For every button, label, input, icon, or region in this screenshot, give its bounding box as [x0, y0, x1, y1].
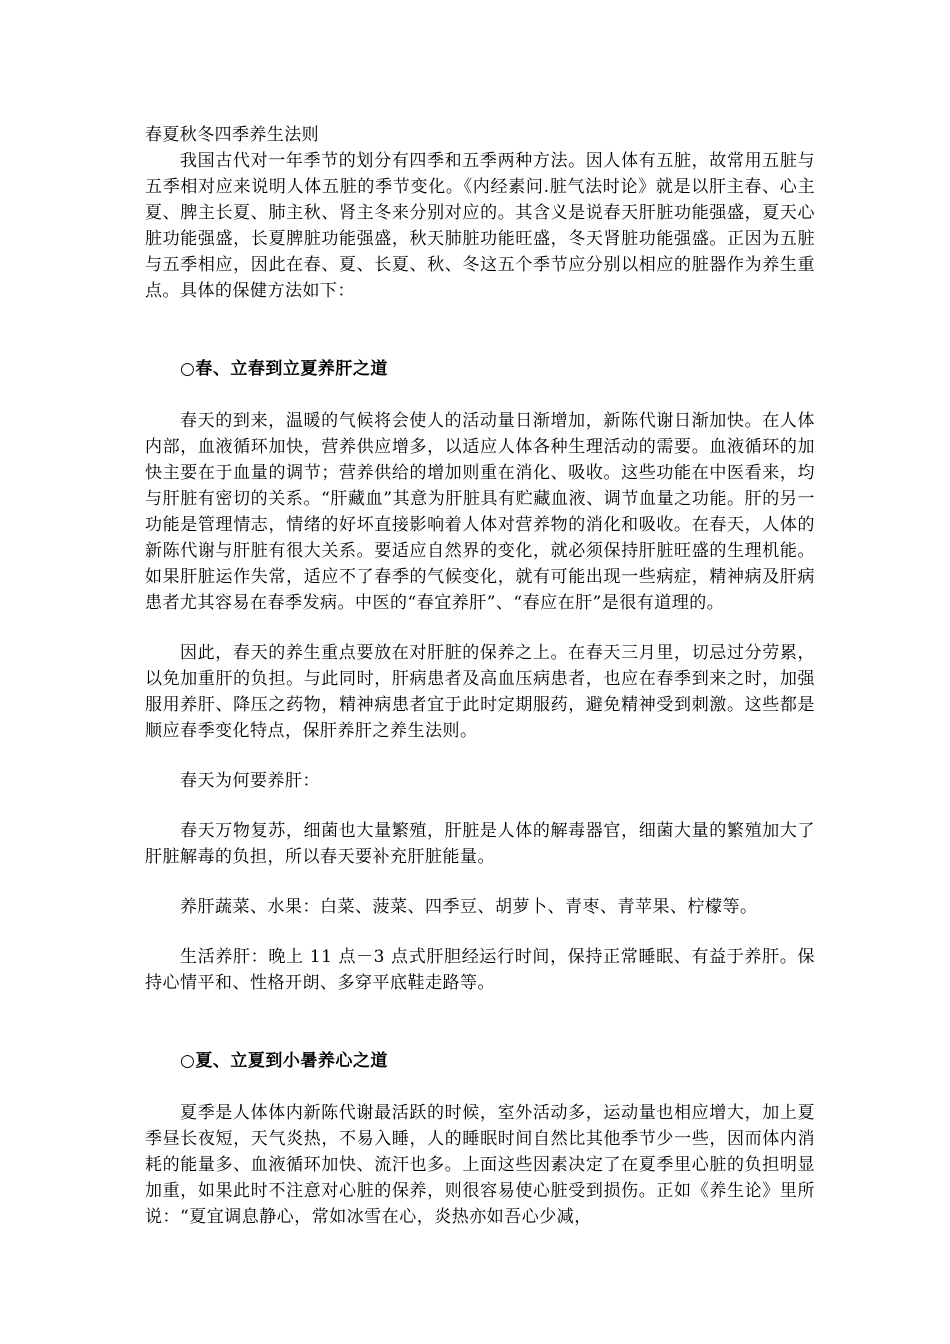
- spacer: [145, 996, 815, 1048]
- spacer: [145, 920, 815, 944]
- summer-paragraph-1: 夏季是人体体内新陈代谢最活跃的时候，室外活动多，运动量也相应增大，加上夏季昼长夜短，天气炎热，不易入睡，人的睡眠时间自然比其他季节少一些，因而体内消耗的能量多、血液循环加快、流汗也多。上面这些因素决定了在夏季里心脏的负担明显加重，如果此时不注意对心脏的保养，则很容易使心脏受到损伤。正如《养生论》里所说：“夏宜调息静心，常如冰雪在心，炎热亦如吾心少减，: [145, 1103, 815, 1227]
- spring-paragraph-4: 春天万物复苏，细菌也大量繁殖，肝脏是人体的解毒器官，细菌大量的繁殖加大了肝脏解毒的负担，所以春天要补充肝脏能量。: [145, 821, 815, 867]
- spacer: [145, 382, 815, 408]
- spacer: [145, 794, 815, 818]
- spacer: [145, 870, 815, 894]
- spring-paragraph-2: 因此，春天的养生重点要放在对肝脏的保养之上。在春天三月里，切忌过分劳累，以免加重肝的负担。与此同时，肝病患者及高血压病患者，也应在春季到来之时，加强服用养肝、降压之药物，精神病患者宜于此时定期服药，避免精神受到刺激。这些都是顺应春季变化特点，保肝养肝之养生法则。: [145, 643, 815, 741]
- spring-paragraph-1: 春天的到来，温暖的气候将会使人的活动量日渐增加，新陈代谢日渐加快。在人体内部，血液循环加快，营养供应增多，以适应人体各种生理活动的需要。血液循环的加快主要在于血量的调节；营养供给的增加则重在消化、吸收。这些功能在中医看来，均与肝脏有密切的关系。“肝藏血”其意为肝脏具有贮藏血液、调节血量之功能。肝的另一功能是管理情志，情绪的好坏直接影响着人体对营养物的消化和吸收。在春天，人体的新陈代谢与肝脏有很大关系。要适应自然界的变化，就必须保持肝脏旺盛的生理机能。如果肝脏运作失常，适应不了春季的气候变化，就有可能出现一些病症，精神病及肝病患者尤其容易在春季发病。中医的“春宜养肝”、“春应在肝”是很有道理的。: [145, 411, 815, 613]
- document-title: 春夏秋冬四季养生法则: [145, 125, 319, 145]
- summer-section-heading: ○夏、立夏到小暑养心之道: [180, 1051, 388, 1071]
- spacer: [145, 304, 815, 356]
- spring-paragraph-3: 春天为何要养肝：: [180, 771, 320, 791]
- spacer: [145, 616, 815, 640]
- spring-section-heading: ○春、立春到立夏养肝之道: [180, 359, 388, 379]
- intro-paragraph: 我国古代对一年季节的划分有四季和五季两种方法。因人体有五脏，故常用五脏与五季相对应来说明人体五脏的季节变化。《内经素问.脏气法时论》就是以肝主春、心主夏、脾主长夏、肺主秋、肾主冬来分别对应的。其含义是说春天肝脏功能强盛，夏天心脏功能强盛，长夏脾脏功能强盛，秋天肺脏功能旺盛，冬天肾脏功能强盛。正因为五脏与五季相应，因此在春、夏、长夏、秋、冬这五个季节应分别以相应的脏器作为养生重点。具体的保健方法如下：: [145, 151, 815, 301]
- spacer: [145, 1074, 815, 1100]
- spring-paragraph-6: 生活养肝：晚上 11 点－3 点式肝胆经运行时间，保持正常睡眠、有益于养肝。保持心情平和、性格开朗、多穿平底鞋走路等。: [145, 947, 815, 993]
- document-page: [145, 122, 815, 1230]
- spacer: [145, 744, 815, 768]
- spring-paragraph-5: 养肝蔬菜、水果：白菜、菠菜、四季豆、胡萝卜、青枣、青苹果、柠檬等。: [180, 897, 758, 917]
